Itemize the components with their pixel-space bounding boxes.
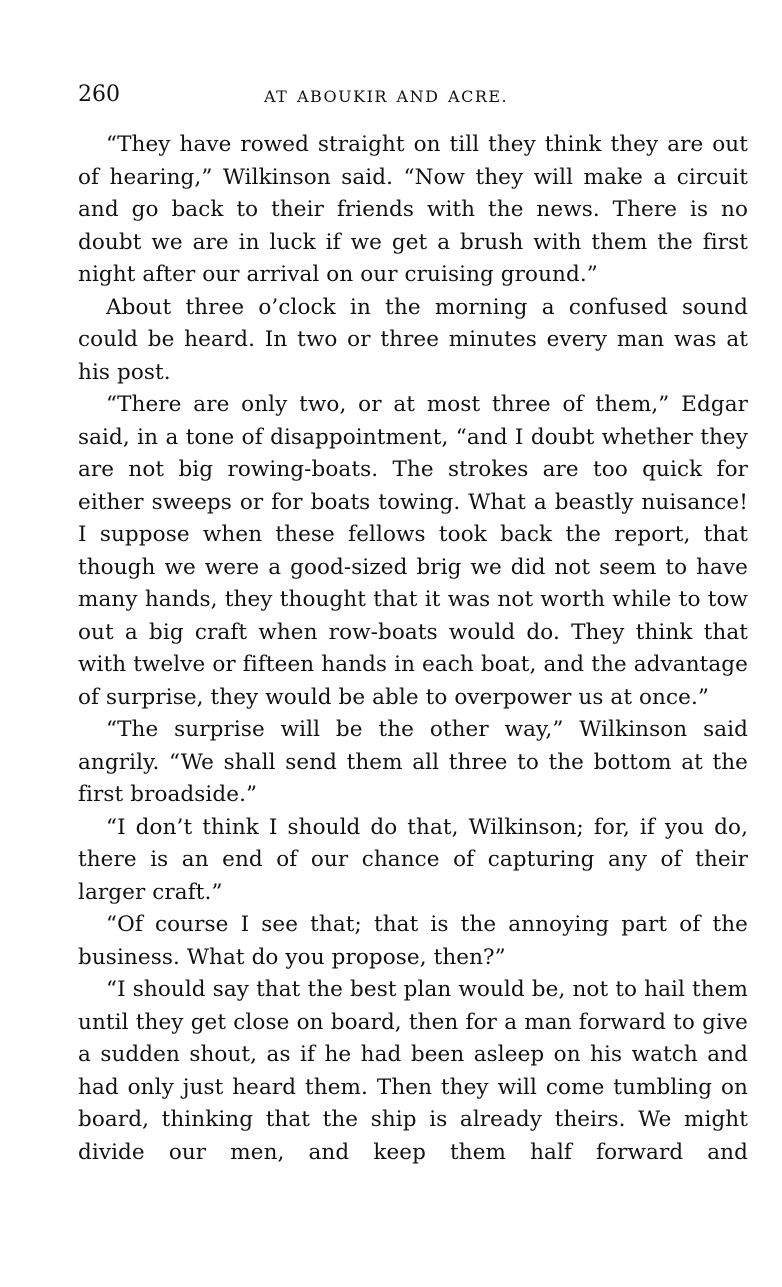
paragraph: “There are only two, or at most three of them,” Edgar said, in a tone of disappointment, “and I doubt whether they are not big rowing-boats. The strokes are too quick for either sweeps or for boats towing. What a beastly nuisance! I suppose when these fellows took back the report, that though we were a good-sized brig we did not seem to have many hands, they thought that it was not worth while to tow out a big craft when row-boats would do. They think that with twelve or fifteen hands in each boat, and the advantage of surprise, they would be able to overpower us at once.” — [78, 392, 748, 710]
running-head — [78, 80, 748, 110]
paragraph: “I should say that the best plan would be, not to hail them until they get close on board, then for a man forward to give a sudden shout, as if he had been asleep on his watch and had only just heard them. Then they will come tumbling on board, thinking that the ship is already theirs. We might divide our men, and keep them half forward and — [78, 977, 748, 1165]
paragraph: About three o’clock in the morning a confused sound could be heard. In two or three minutes every man was at his post. — [78, 294, 748, 385]
paragraph: “I don’t think I should do that, Wilkinson; for, if you do, there is an end of our chance of capturing any of their larger craft.” — [78, 814, 748, 905]
running-title: AT ABOUKIR AND ACRE. — [264, 87, 509, 106]
paragraph: “The surprise will be the other way,” Wilkinson said angrily. “We shall send them all three to the bottom at the first broadside.” — [78, 717, 748, 807]
body-text — [78, 129, 748, 1169]
paragraph: “Of course I see that; that is the annoying part of the business. What do you propose, then?” — [78, 912, 748, 970]
paragraph: “They have rowed straight on till they think they are out of hearing,” Wilkinson said. “Now they will make a circuit and go back to their friends with the news. There is no doubt we are in luck if we get a brush with them the first night after our arrival on our cruising ground.” — [78, 132, 748, 287]
page-number: 260 — [78, 82, 120, 107]
